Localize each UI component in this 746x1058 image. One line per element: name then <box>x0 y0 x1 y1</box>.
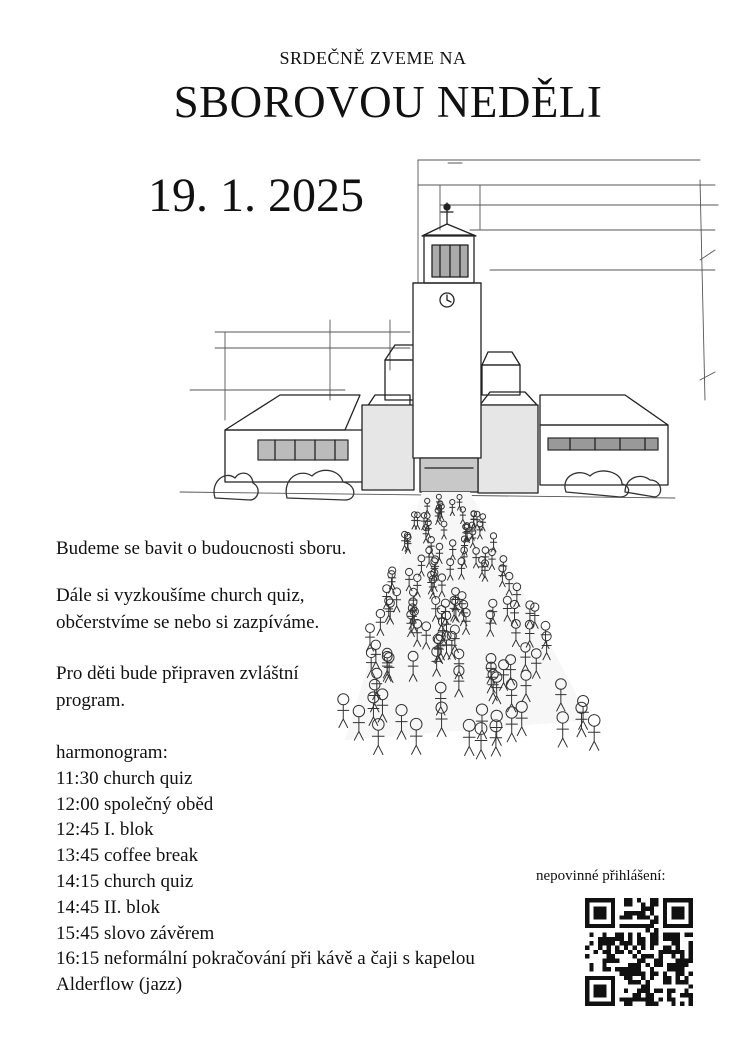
schedule-item: 14:15 church quiz <box>56 870 194 892</box>
crowd <box>338 492 600 759</box>
left-wing <box>225 395 365 482</box>
schedule-item: 15:45 slovo závěrem <box>56 922 215 944</box>
event-date: 19. 1. 2025 <box>148 169 364 222</box>
crowd-figure-body <box>588 726 600 750</box>
crowd-figure <box>376 609 384 617</box>
intro-paragraph-3: Pro děti bude připraven zvláštní program. <box>56 663 299 711</box>
kicker-text: SRDEČNĚ ZVEME NA <box>279 48 467 68</box>
crowd-figure <box>588 715 600 727</box>
schedule-item: 13:45 coffee break <box>56 845 199 867</box>
intro-paragraph-1: Budeme se bavit o budoucnosti sboru. <box>56 538 347 559</box>
schedule-item: Alderflow (jazz) <box>56 974 183 996</box>
schedule-item: 14:45 II. blok <box>56 896 160 918</box>
schedule-item: 11:30 church quiz <box>56 767 193 789</box>
crowd-figure-body <box>557 723 568 747</box>
page-title: SBOROVOU NEDĚLI <box>173 77 603 127</box>
crowd-figure-body <box>475 734 487 759</box>
schedule <box>56 740 475 998</box>
schedule-item: 12:45 I. blok <box>56 819 154 841</box>
schedule-heading: harmonogram: <box>56 742 168 763</box>
crowd-figure <box>541 621 550 630</box>
right-wing <box>540 395 668 485</box>
registration-qr-code[interactable] <box>585 898 693 1006</box>
intro-paragraph-2: Dále si vyzkoušíme church quiz, občerstvíme se nebo si zazpíváme. <box>56 585 320 633</box>
church-tower <box>413 203 481 492</box>
schedule-item: 12:00 společný oběd <box>56 793 214 815</box>
crowd-figure <box>531 603 539 611</box>
registration-label: nepovinné přihlášení: <box>536 868 666 884</box>
schedule-item: 16:15 neformální pokračování při kávě a čaji s kapelou <box>56 948 475 970</box>
